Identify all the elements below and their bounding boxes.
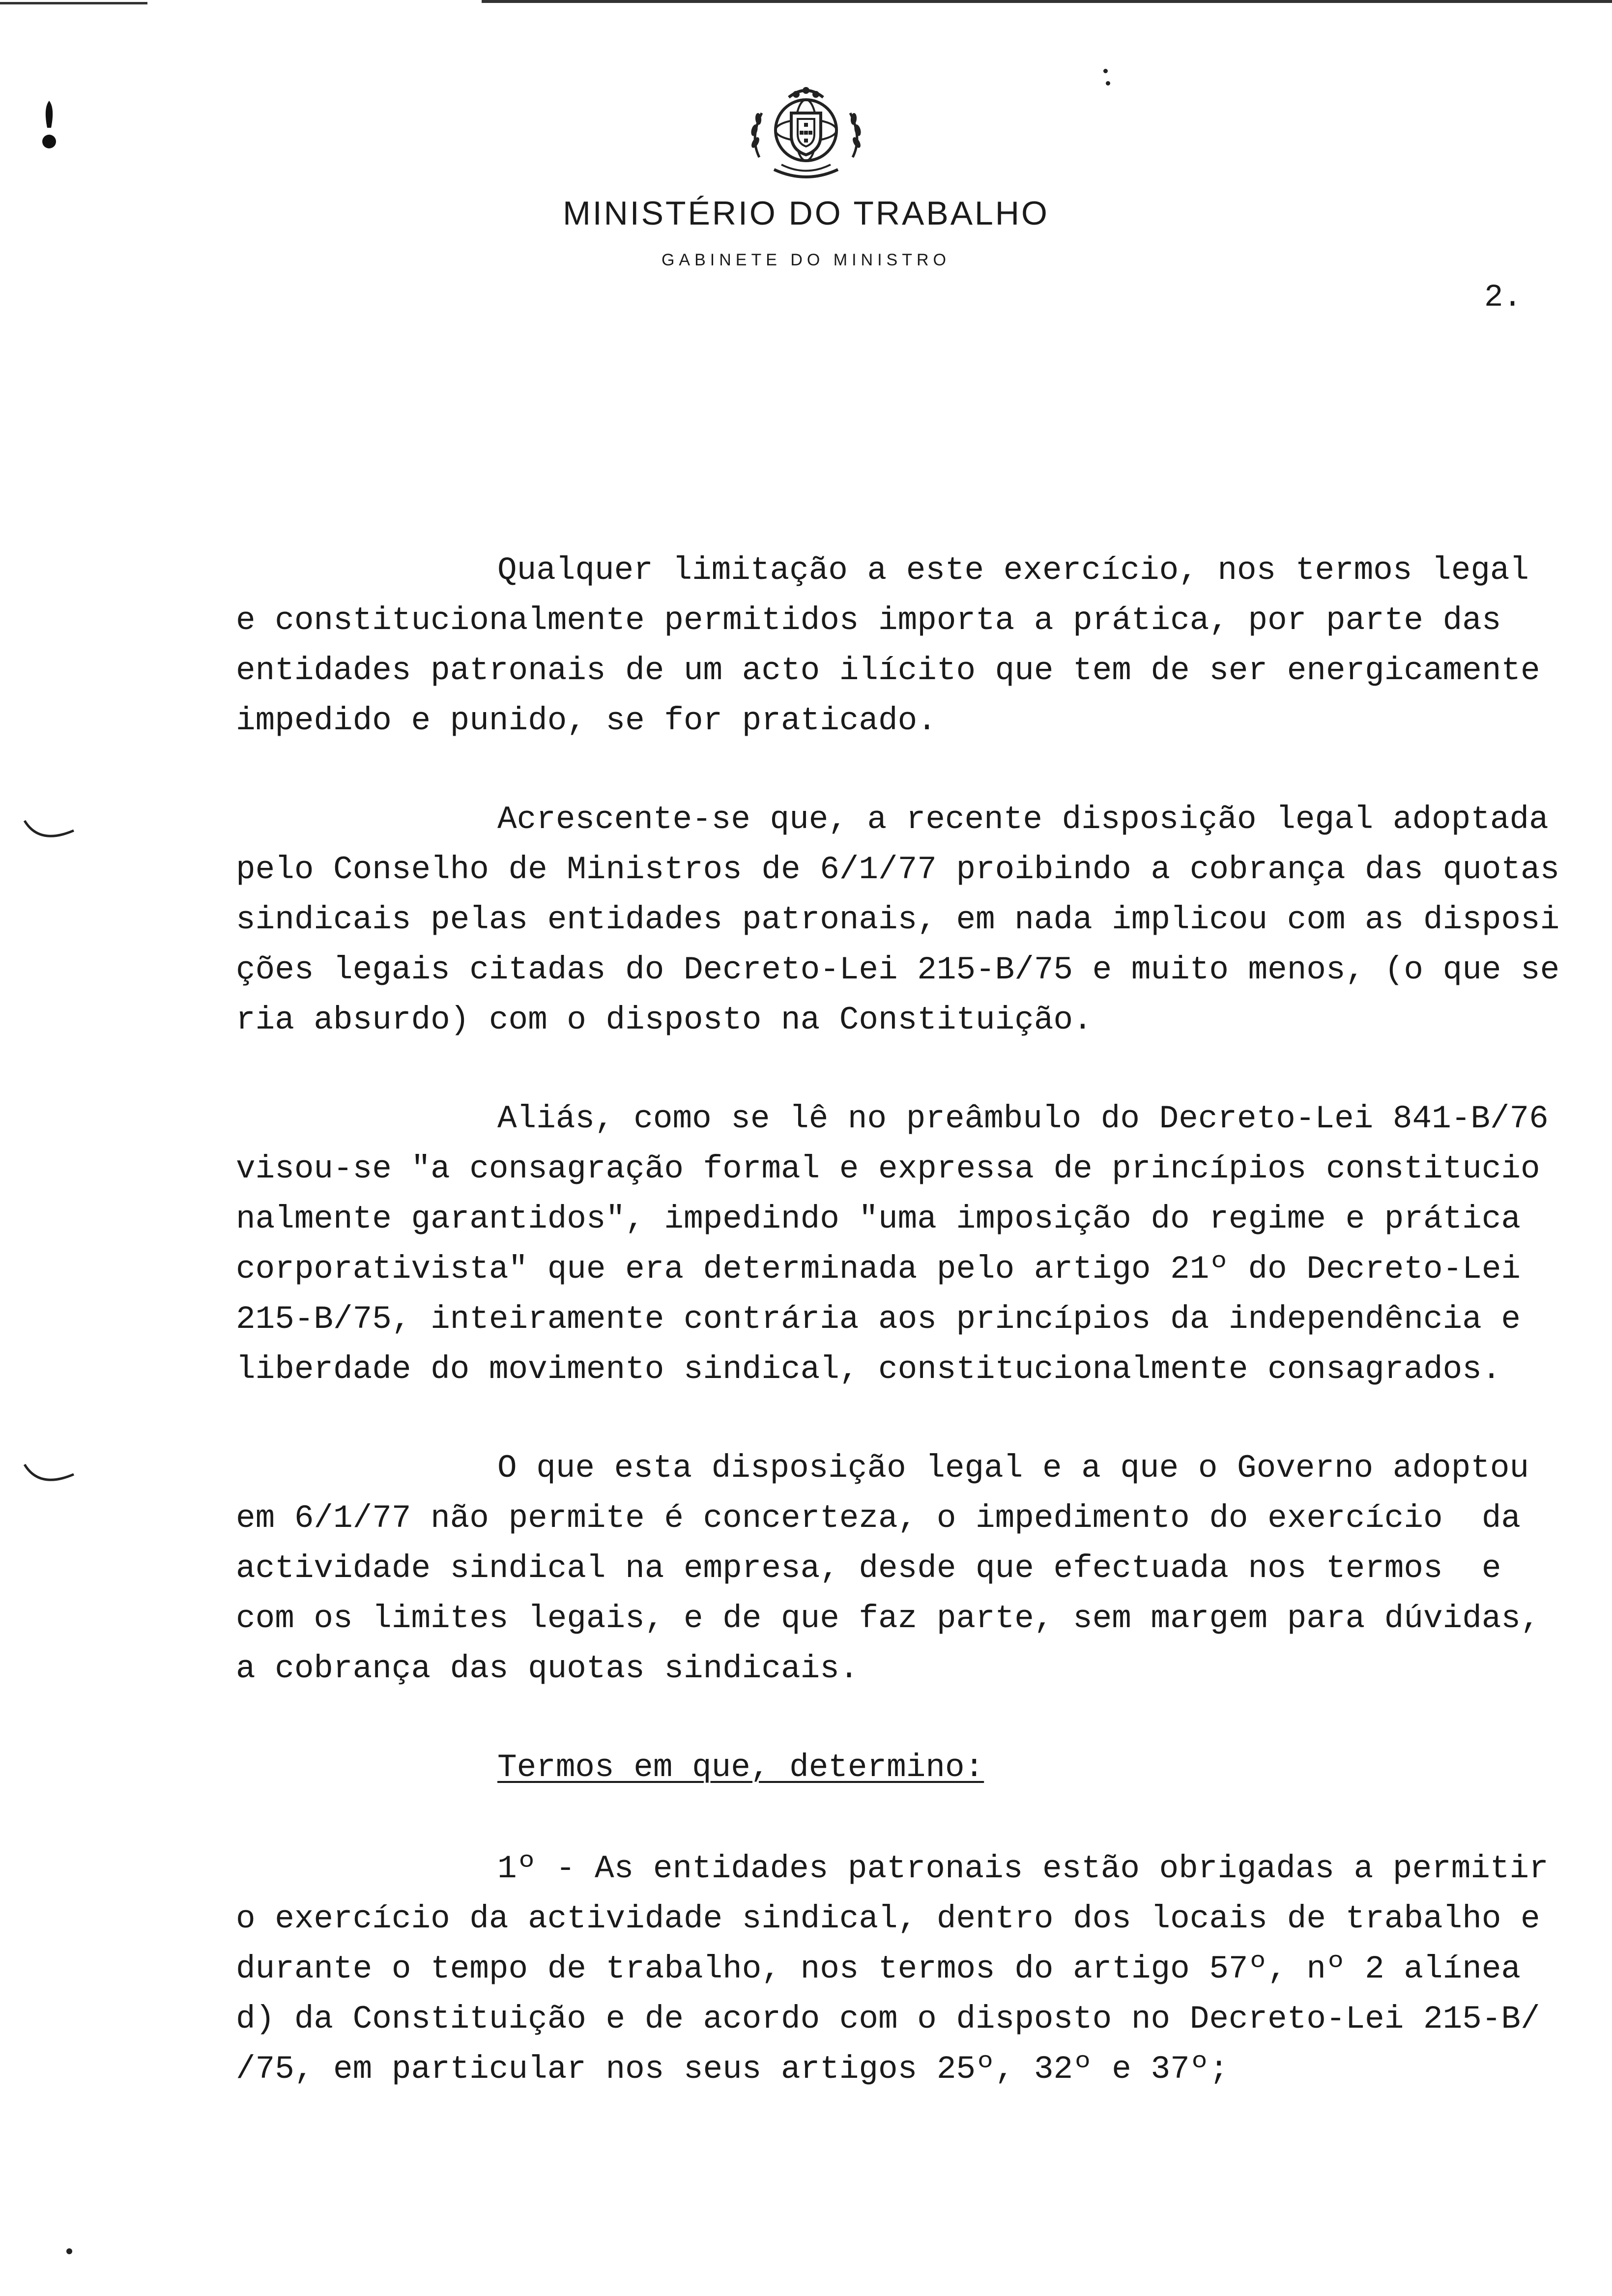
paragraph-line: com os limites legais, e de que faz parte, sem margem para dúvidas, (236, 1600, 1540, 1637)
paragraph-line: 1º - As entidades patronais estão obrigadas a permitir (497, 1850, 1549, 1887)
paragraph-line: pelo Conselho de Ministros de 6/1/77 proibindo a cobrança das quotas (236, 851, 1560, 888)
paragraph-line: sindicais pelas entidades patronais, em nada implicou com as disposi (236, 901, 1560, 938)
paragraph-line: durante o tempo de trabalho, nos termos do artigo 57º, nº 2 alínea (236, 1951, 1521, 1987)
paragraph-line: Aliás, como se lê no preâmbulo do Decreto-Lei 841-B/76 (497, 1100, 1549, 1137)
top-edge-rule-left (0, 2, 147, 4)
paragraph-line: ções legais citadas do Decreto-Lei 215-B/75 e muito menos, (o que se (236, 951, 1560, 988)
speck (66, 2248, 72, 2254)
paragraph-line: actividade sindical na empresa, desde que efectuada nos termos e (236, 1550, 1501, 1587)
paragraph-line: e constitucionalmente permitidos importa a prática, por parte das (236, 602, 1501, 639)
paragraph-line: impedido e punido, se for praticado. (236, 702, 937, 739)
paragraph-line: Qualquer limitação a este exercício, nos termos legal (497, 552, 1529, 589)
paragraph-line: em 6/1/77 não permite é concerteza, o impedimento do exercício da (236, 1500, 1521, 1537)
coat-of-arms-icon (740, 84, 872, 192)
paragraph-line: /75, em particular nos seus artigos 25º, 32º e 37º; (236, 2051, 1229, 2088)
cabinet-name: GABINETE DO MINISTRO (661, 251, 951, 269)
paragraph-4 (236, 1443, 1573, 1694)
paragraph-line: a cobrança das quotas sindicais. (236, 1650, 859, 1687)
paragraph-line: o exercício da actividade sindical, dentro dos locais de trabalho e (236, 1900, 1540, 1937)
paragraph-1 (236, 545, 1573, 746)
paragraph-determination-1 (236, 1844, 1573, 2095)
paragraph-line: liberdade do movimento sindical, constitucionalmente consagrados. (236, 1351, 1501, 1388)
paragraph-line: Acrescente-se que, a recente disposição legal adoptada (497, 801, 1549, 838)
paragraph-line: O que esta disposição legal e a que o Governo adoptou (497, 1450, 1529, 1487)
ministry-name: MINISTÉRIO DO TRABALHO (563, 195, 1049, 232)
paragraph-line: nalmente garantidos", impedindo "uma imposição do regime e prática (236, 1201, 1521, 1237)
paragraph-2 (236, 795, 1573, 1045)
paragraph-line: corporativista" que era determinada pelo artigo 21º do Decreto-Lei (236, 1251, 1521, 1288)
paragraph-line: ria absurdo) com o disposto na Constituição. (236, 1002, 1093, 1038)
page-number: 2. (1484, 280, 1522, 316)
determination-heading (236, 1743, 1573, 1793)
determination-heading-text: Termos em que, determino: (497, 1749, 984, 1786)
speck (1103, 69, 1108, 73)
top-edge-rule-right (482, 0, 1612, 3)
margin-punch-hole-mark-2 (20, 1455, 79, 1494)
paragraph-line: 215-B/75, inteiramente contrária aos princípios da independência e (236, 1301, 1521, 1338)
letterhead (0, 84, 1612, 192)
margin-punch-hole-mark-1 (20, 811, 79, 850)
paragraph-line: d) da Constituição e de acordo com o disposto no Decreto-Lei 215-B/ (236, 2001, 1540, 2038)
paragraph-line: visou-se "a consagração formal e expressa de princípios constitucio (236, 1150, 1540, 1187)
paragraph-line: entidades patronais de um acto ilícito que tem de ser energicamente (236, 652, 1540, 689)
paragraph-3 (236, 1094, 1573, 1395)
